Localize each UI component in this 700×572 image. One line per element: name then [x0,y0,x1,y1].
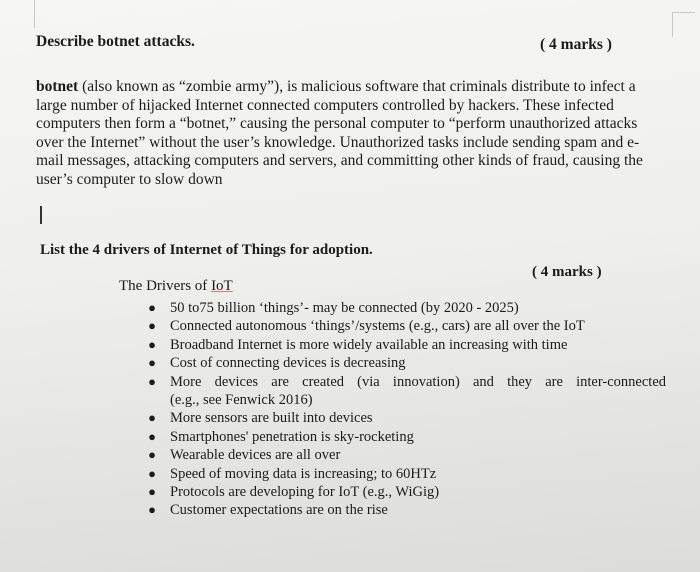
list-item [146,373,666,410]
bullet-icon: ● [148,410,156,426]
drivers-list [146,299,666,520]
list-item-text: Protocols are developing for IoT (e.g., WiGig) [170,484,440,501]
question-1-answer[interactable] [36,78,666,190]
answer-body: (also known as “zombie army”), is malicious software that criminals distribute to infect a large number of hijacked Internet connected computers controlled by hackers. These infected computers then form a “botnet,” causing the personal computer to “perform unauthorized attacks over the Internet” without the user’s knowledge. Unauthorized tasks include sending spam and e-mail messages, attacking computers and servers, and committing other kinds of fraud, causing the user’s computer to slow down [36,78,643,188]
bullet-icon: ● [148,300,156,315]
page-corner-mark-right [672,12,695,37]
list-item-text: Cost of connecting devices is decreasing [170,355,406,372]
list-item [146,501,666,519]
list-item-text: Broadband Internet is more widely available an increasing with time [170,336,568,353]
drivers-heading-term: IoT [211,278,233,294]
question-1-title: Describe botnet attacks. [36,33,195,50]
list-item-text-continuation: (e.g., see Fenwick 2016) [170,392,313,409]
answer-term-botnet: botnet [36,78,79,95]
bullet-icon: ● [148,336,156,352]
question-2-title: List the 4 drivers of Internet of Things for adoption. [40,242,373,258]
bullet-icon: ● [148,484,156,500]
list-item [146,354,666,372]
list-item [146,409,666,427]
list-item [146,336,666,354]
list-item-text: More devices are created (via innovation) and they are inter-connected [170,373,666,390]
list-item [146,465,666,483]
list-item [146,428,666,446]
list-item-text: Connected autonomous ‘things’/systems (e.g., cars) are all over the IoT [170,318,585,335]
bullet-icon: ● [148,318,156,334]
drivers-heading-prefix: The Drivers of [119,278,212,294]
text-cursor [40,206,42,224]
list-item-text: Customer expectations are on the rise [170,502,388,519]
list-item-text: Speed of moving data is increasing; to 60HTz [170,465,437,482]
list-item-text: More sensors are built into devices [170,410,373,427]
list-item-text: Wearable devices are all over [170,447,341,464]
list-item [146,446,666,464]
bullet-icon: ● [148,355,156,371]
list-item [146,483,666,501]
bullet-icon: ● [148,373,156,389]
list-item-text: 50 to75 billion ‘things’- may be connected (by 2020 - 2025) [170,300,519,316]
bullet-icon: ● [148,428,156,444]
question-1-marks: ( 4 marks ) [540,36,612,53]
bullet-icon: ● [148,447,156,463]
list-item [146,299,666,317]
drivers-heading [119,278,233,295]
bullet-icon: ● [148,502,156,518]
question-2-marks: ( 4 marks ) [532,264,602,280]
page-corner-line-left [34,0,35,28]
bullet-icon: ● [148,465,156,481]
list-item-text: Smartphones' penetration is sky-rocketing [170,428,414,445]
list-item [146,317,666,335]
